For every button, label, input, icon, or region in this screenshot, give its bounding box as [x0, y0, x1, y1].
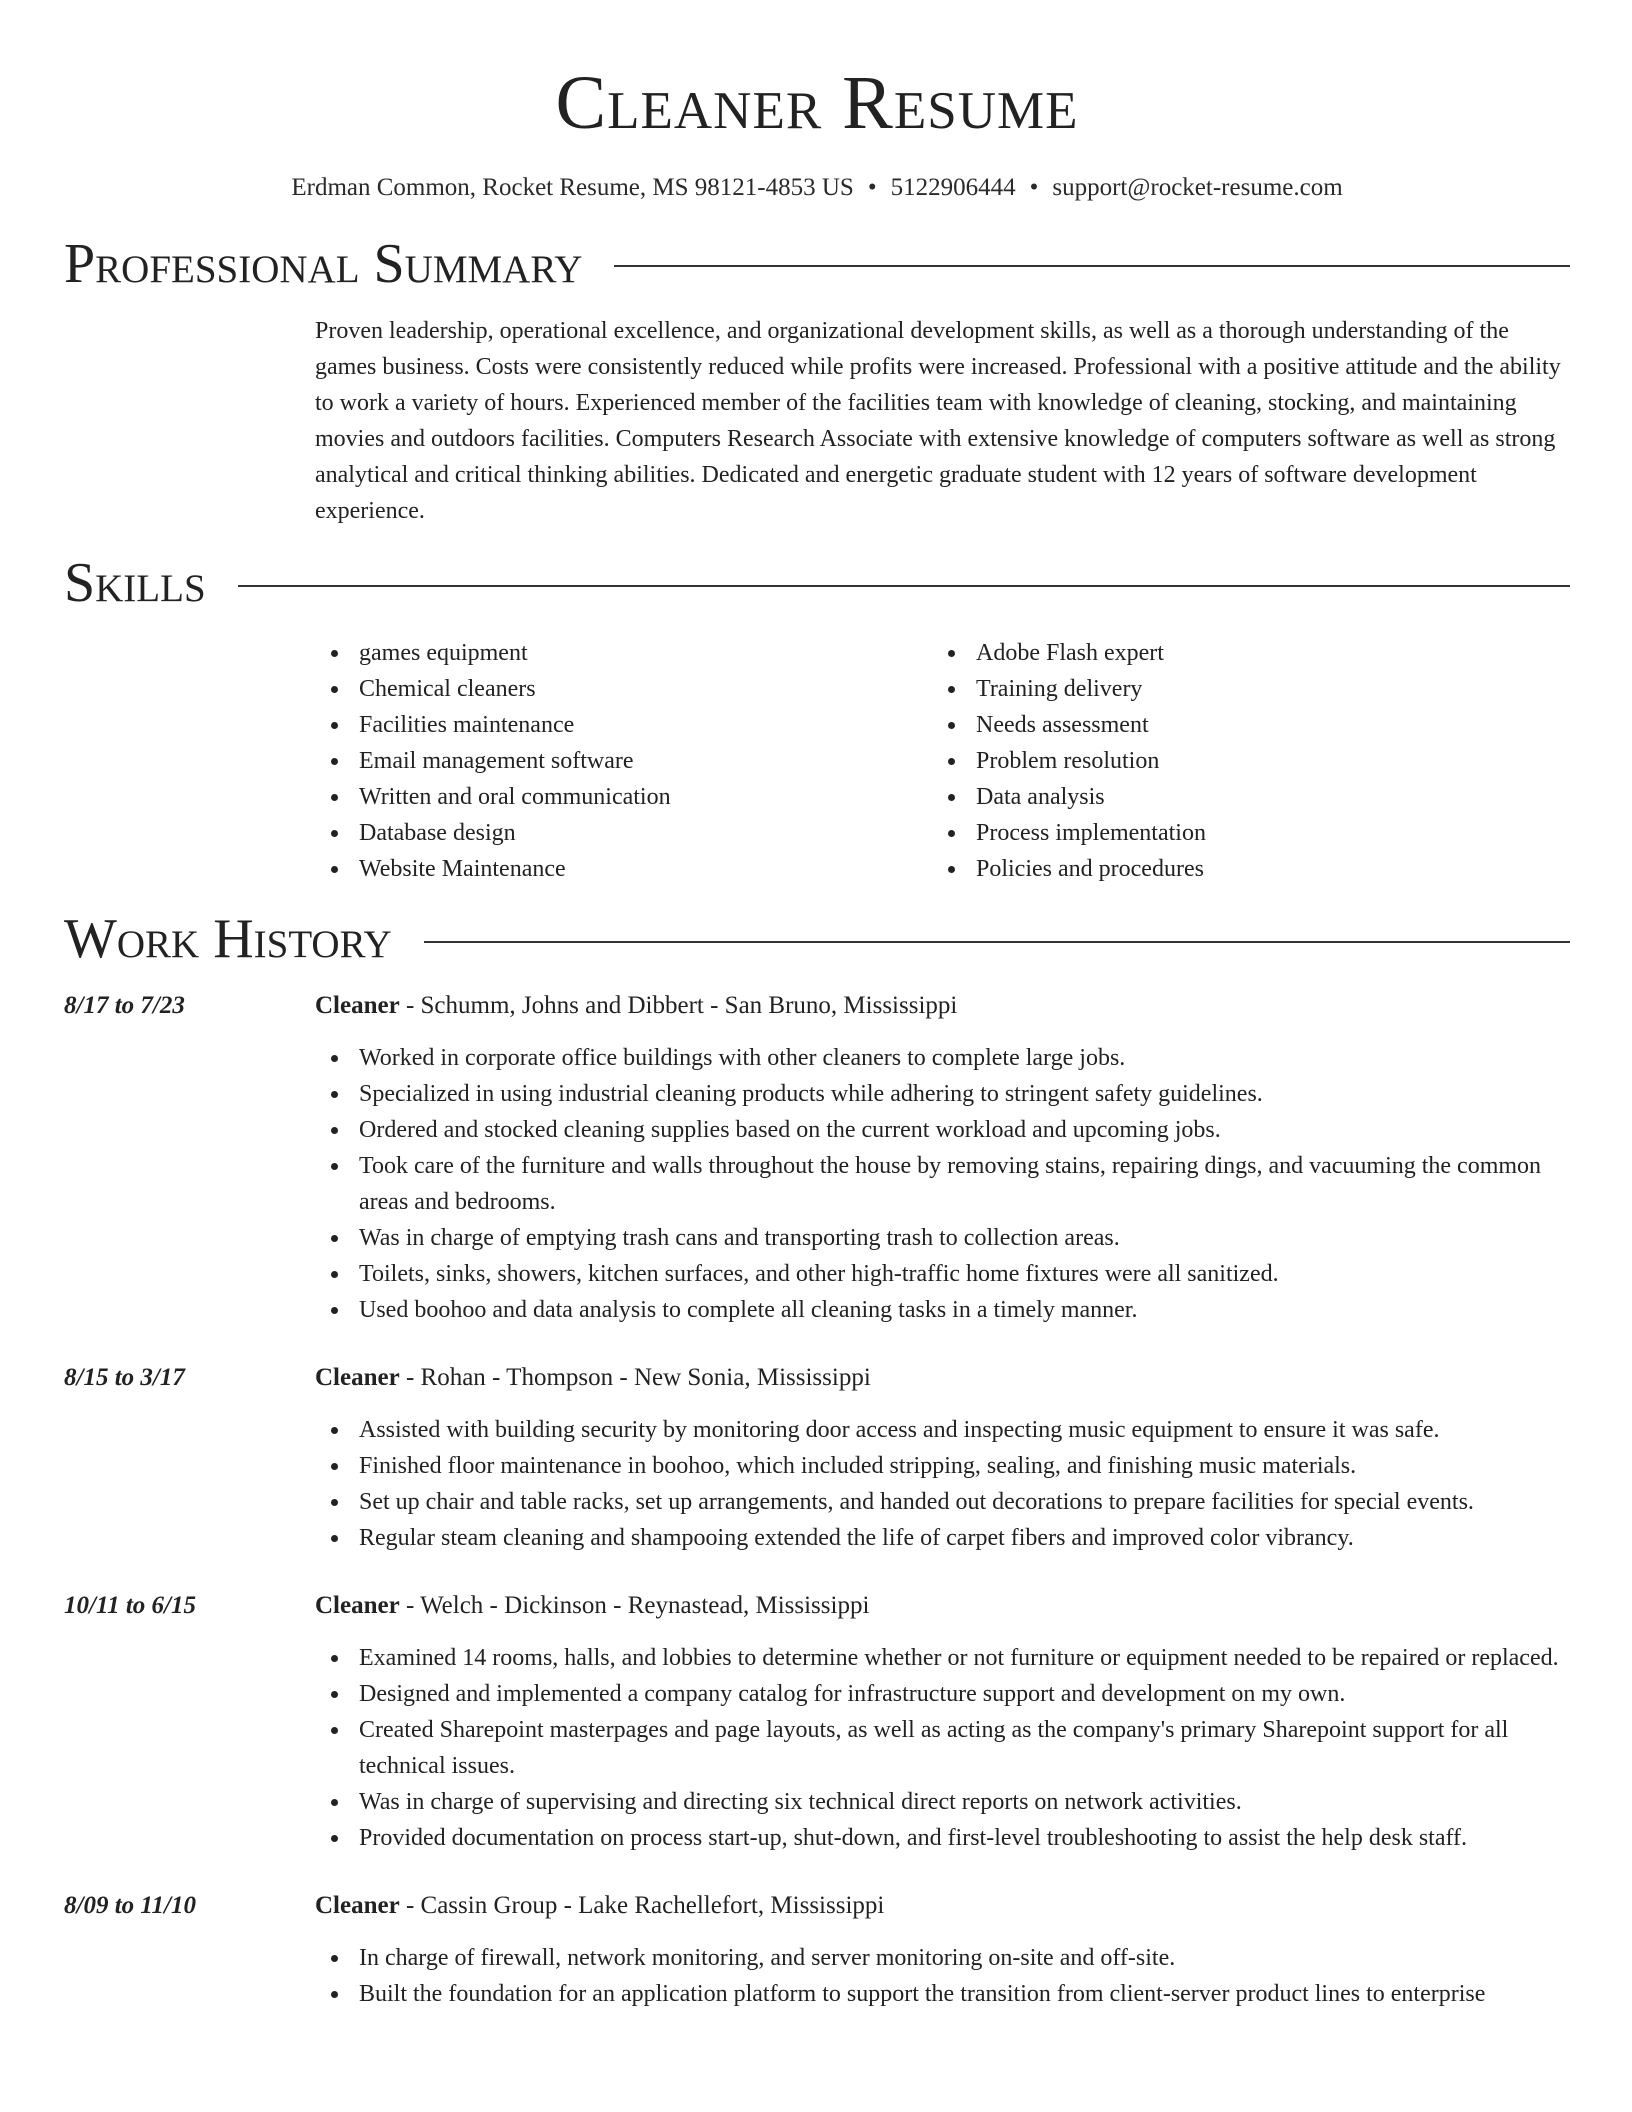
contact-line — [64, 174, 1570, 202]
job-role: Cleaner — [315, 1364, 400, 1392]
skill-item: Adobe Flash expert — [932, 635, 1549, 671]
skill-item: Data analysis — [932, 779, 1549, 815]
skill-item: Website Maintenance — [315, 851, 932, 887]
job-heading — [315, 988, 1570, 1024]
job-bullet: Built the foundation for an application platform to support the transition from client-server product lines to enterprise — [315, 1976, 1570, 2012]
section-divider — [424, 941, 1570, 943]
job-company: - Schumm, Johns and Dibbert - San Bruno, Mississippi — [399, 992, 958, 1020]
job-bullet: Took care of the furniture and walls throughout the house by removing stains, repairing dings, and vacuuming the common areas and bedrooms. — [315, 1148, 1570, 1220]
job-bullets — [315, 1640, 1570, 1856]
section-divider — [614, 265, 1570, 267]
job-bullet: Was in charge of emptying trash cans and transporting trash to collection areas. — [315, 1220, 1570, 1256]
skill-item: Database design — [315, 815, 932, 851]
job-bullet: In charge of firewall, network monitoring, and server monitoring on-site and off-site. — [315, 1940, 1570, 1976]
job-dates: 10/11 to 6/15 — [64, 1592, 196, 1620]
job-entry — [64, 1888, 1570, 2012]
resume-title: Cleaner Resume — [555, 61, 1079, 145]
skill-item: Needs assessment — [932, 707, 1549, 743]
job-bullet: Was in charge of supervising and directing six technical direct reports on network activities. — [315, 1784, 1570, 1820]
skill-item: Chemical cleaners — [315, 671, 932, 707]
job-heading — [315, 1360, 1570, 1396]
skill-item: games equipment — [315, 635, 932, 671]
skill-item: Email management software — [315, 743, 932, 779]
job-bullet: Created Sharepoint masterpages and page layouts, as well as acting as the company's primary Sharepoint support for all technical issues. — [315, 1712, 1570, 1784]
job-entry — [64, 988, 1570, 1328]
job-company: - Cassin Group - Lake Rachellefort, Mississippi — [399, 1892, 885, 1920]
job-company: - Rohan - Thompson - New Sonia, Mississippi — [399, 1364, 871, 1392]
contact-separator: • — [867, 173, 877, 201]
job-bullet: Worked in corporate office buildings with other cleaners to complete large jobs. — [315, 1040, 1570, 1076]
summary-section-header — [64, 234, 1570, 296]
skill-item: Process implementation — [932, 815, 1549, 851]
section-divider — [238, 585, 1570, 587]
job-bullet: Examined 14 rooms, halls, and lobbies to determine whether or not furniture or equipment needed to be repaired or replaced. — [315, 1640, 1570, 1676]
skills-section-header — [64, 553, 1570, 615]
job-bullet: Provided documentation on process start-up, shut-down, and first-level troubleshooting to assist the help desk staff. — [315, 1820, 1570, 1856]
work-heading: Work History — [64, 907, 392, 970]
job-entry — [64, 1588, 1570, 1856]
skill-item: Facilities maintenance — [315, 707, 932, 743]
contact-separator: • — [1029, 173, 1039, 201]
skills-column-left — [315, 635, 932, 887]
job-company: - Welch - Dickinson - Reynastead, Mississippi — [399, 1592, 870, 1620]
skills-column-right — [932, 635, 1549, 887]
job-dates: 8/09 to 11/10 — [64, 1892, 196, 1920]
summary-text: Proven leadership, operational excellence, and organizational development skills, as well as a thorough understanding of the games business. Costs were consistently reduced while profits were increased. Professional with a positive attitude and the ability to work a variety of hours. Experienced member of the facilities team with knowledge of cleaning, stocking, and maintaining movies and outdoors facilities. Computers Research Associate with extensive knowledge of computers software as well as strong analytical and critical thinking abilities. Dedicated and energetic graduate student with 12 years of software development experience. — [315, 318, 1561, 525]
job-bullet: Set up chair and table racks, set up arrangements, and handed out decorations to prepare facilities for special events. — [315, 1484, 1570, 1520]
job-heading — [315, 1588, 1570, 1624]
job-role: Cleaner — [315, 1592, 400, 1620]
job-bullet: Specialized in using industrial cleaning products while adhering to stringent safety guidelines. — [315, 1076, 1570, 1112]
job-role: Cleaner — [315, 1892, 400, 1920]
work-section-header — [64, 909, 1570, 971]
job-bullets — [315, 1040, 1570, 1328]
skills-heading: Skills — [64, 552, 206, 615]
job-heading — [315, 1888, 1570, 1924]
job-role: Cleaner — [315, 992, 400, 1020]
summary-heading: Professional Summary — [64, 232, 583, 295]
contact-address: Erdman Common, Rocket Resume, MS 98121-4853 US — [291, 173, 854, 201]
skills-list — [315, 635, 1570, 887]
skill-item: Policies and procedures — [932, 851, 1549, 887]
job-bullet: Designed and implemented a company catalog for infrastructure support and development on my own. — [315, 1676, 1570, 1712]
skill-item: Training delivery — [932, 671, 1549, 707]
job-bullets — [315, 1940, 1570, 2012]
job-bullet: Assisted with building security by monitoring door access and inspecting music equipment to ensure it was safe. — [315, 1412, 1570, 1448]
job-bullet: Finished floor maintenance in boohoo, which included stripping, sealing, and finishing music materials. — [315, 1448, 1570, 1484]
job-dates: 8/15 to 3/17 — [64, 1364, 185, 1392]
job-dates: 8/17 to 7/23 — [64, 992, 185, 1020]
job-bullet: Used boohoo and data analysis to complete all cleaning tasks in a timely manner. — [315, 1292, 1570, 1328]
job-bullet: Regular steam cleaning and shampooing extended the life of carpet fibers and improved color vibrancy. — [315, 1520, 1570, 1556]
contact-phone: 5122906444 — [890, 173, 1016, 201]
job-entry — [64, 1360, 1570, 1556]
skill-item: Problem resolution — [932, 743, 1549, 779]
job-bullet: Toilets, sinks, showers, kitchen surfaces, and other high-traffic home fixtures were all sanitized. — [315, 1256, 1570, 1292]
resume-page — [64, 0, 1570, 2012]
job-bullets — [315, 1412, 1570, 1556]
contact-email: support@rocket-resume.com — [1052, 173, 1343, 201]
job-bullet: Ordered and stocked cleaning supplies based on the current workload and upcoming jobs. — [315, 1112, 1570, 1148]
skill-item: Written and oral communication — [315, 779, 932, 815]
